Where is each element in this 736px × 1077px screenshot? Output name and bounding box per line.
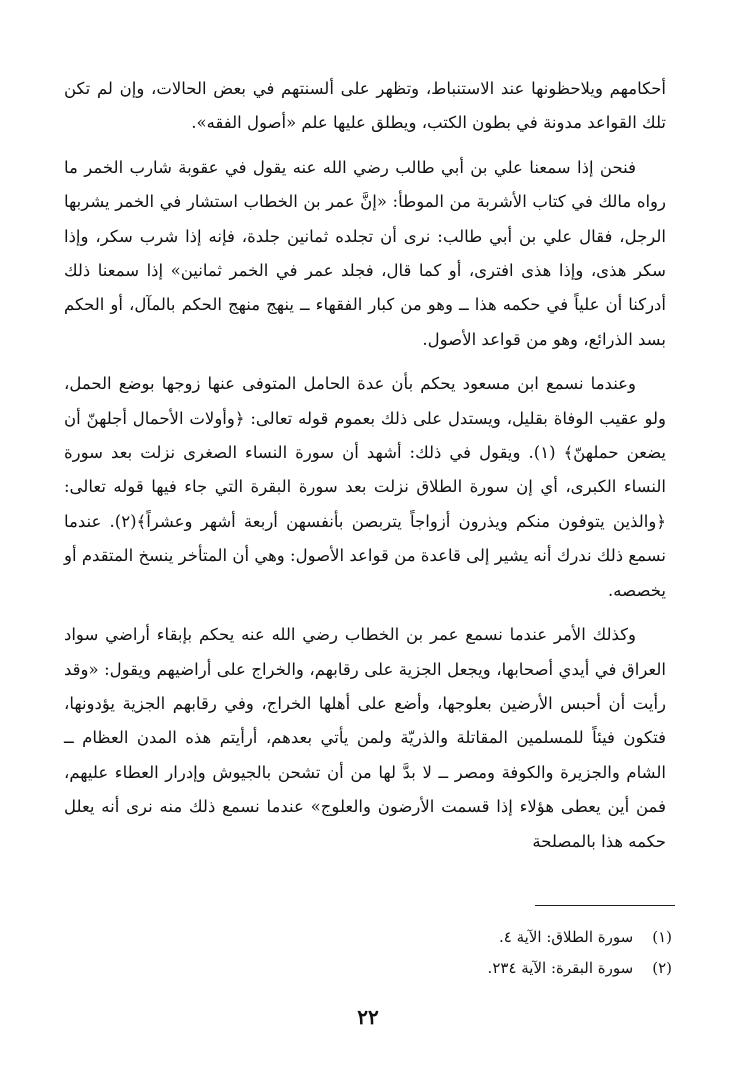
paragraph: فنحن إذا سمعنا علي بن أبي طالب رضي الله عنه يقول في عقوبة شارب الخمر ما رواه مالك في كتاب الأشربة من الموطأ: «إنَّ عمر بن الخطاب استشار في الخمر يشربها الرجل، فقال علي بن أبي طالب: نرى أن تجلده ثمانين جلدة، فإنه إذا شرب سكر، وإذا سكر هذى، وإذا هذى افترى، أو كما قال، فجلد عمر في الخمر ثمانين» إذا سمعنا ذلك أدركنا أن علياً في حكمه هذا ــ وهو من كبار الفقهاء ــ ينهج منهج الحكم بالمآل، أو الحكم بسد الذرائع، وهو من قواعد الأصول.: [64, 157, 666, 349]
footnote-number: (٢): [652, 959, 672, 977]
paragraph: وعندما نسمع ابن مسعود يحكم بأن عدة الحامل المتوفى عنها زوجها بوضع الحمل، ولو عقيب الوفاة بقليل، ويستدل على ذلك بعموم قوله تعالى: ﴿وأولات الأحمال أجلهنّ أن يضعن حملهنّ﴾ (١). ويقول في ذلك: أشهد أن سورة النساء الصغرى نزلت بعد سورة النساء الكبرى، أي إن سورة الطلاق نزلت بعد سورة البقرة التي جاء فيها قوله تعالى: ﴿والذين يتوفون منكم ويذرون أزواجاً يتربصن بأنفسهن أربعة أشهر وعشراً﴾(٢). عندما نسمع ذلك ندرك أنه يشير إلى قاعدة من قواعد الأصول: وهي أن المتأخر ينسخ المتقدم أو يخصصه.: [64, 374, 666, 600]
page-number: ٢٢: [357, 1005, 379, 1029]
footnote: [64, 953, 672, 984]
footnote-text: سورة البقرة: الآية ٢٣٤.: [487, 959, 634, 977]
footnote-separator: [535, 905, 675, 906]
footnote-text: سورة الطلاق: الآية ٤.: [499, 928, 634, 946]
paragraph: وكذلك الأمر عندما نسمع عمر بن الخطاب رضي الله عنه يحكم بإبقاء أراضي سواد العراق في أيدي أصحابها، ويجعل الجزية على رقابهم، والخراج على أراضيهم ويقول: «وقد رأيت أن أحبس الأرضين بعلوجها، وأضع على أهلها الخراج، وفي رقابهم الجزية يؤدونها، فتكون فيئاً للمسلمين المقاتلة والذريّة ولمن يأتي بعدهم، أرأيتم هذه المدن العظام ــ الشام والجزيرة والكوفة ومصر ــ لا بدَّ لها من أن تشحن بالجيوش وإدرار العطاء عليهم، فمن أين يعطى هؤلاء إذا قسمت الأرضون والعلوج» عندما نسمع ذلك منه نرى أنه يعلل حكمه هذا بالمصلحة: [64, 625, 666, 851]
footnote: [64, 922, 672, 953]
main-text: [64, 72, 666, 859]
paragraph: أحكامهم ويلاحظونها عند الاستنباط، وتظهر على ألسنتهم في بعض الحالات، وإن لم تكن تلك القواعد مدونة في بطون الكتب، ويطلق عليها علم «أصول الفقه».: [64, 79, 666, 133]
footnote-number: (١): [652, 928, 672, 946]
footnotes: [64, 922, 672, 984]
